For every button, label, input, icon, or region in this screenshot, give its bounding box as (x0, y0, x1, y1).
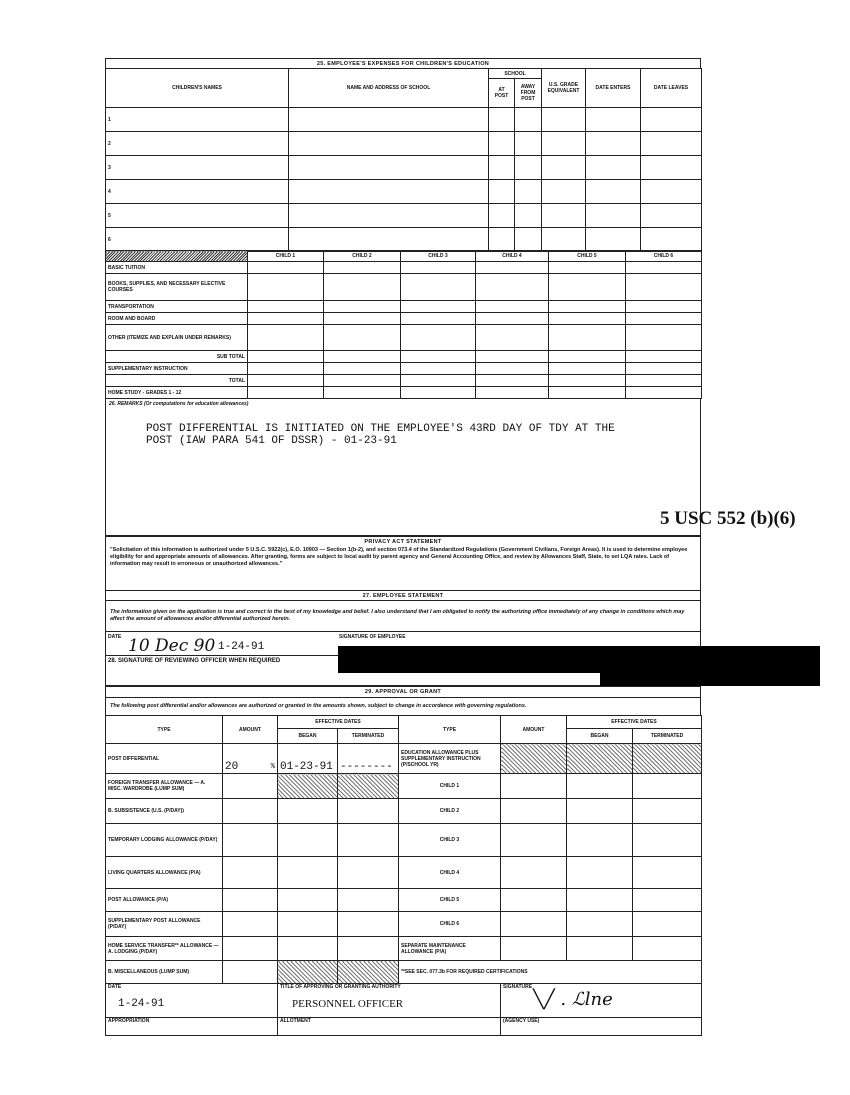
row-number: 3 (106, 156, 289, 180)
allowance-field[interactable] (633, 774, 702, 799)
allowance-row (106, 774, 702, 799)
header-date-leaves: DATE LEAVES (641, 69, 702, 108)
expense-label: BOOKS, SUPPLIES, AND NECESSARY ELECTIVE COURSES (106, 274, 248, 301)
empty-field[interactable] (515, 108, 542, 132)
privacy-text: "Solicitation of this information is authorized under 5 U.S.C. 5922(c), E.O. 10903 — Section 1(b-2), and section 073.4 of the Standardized Regulations (Government Civilians, Foreign Areas). It is used to determine employee eligibility for and appropriate amounts of allowances. After granting, forms are subject to local audit by parent agency and General Accounting Office, and review by Allowances Staff, State, to set LQA rates. Lack of information may result in erroneous or unauthorized allowances." (110, 547, 688, 567)
allowance-field[interactable] (501, 799, 567, 824)
privacy-title: PRIVACY ACT STATEMENT (364, 539, 442, 545)
empty-field[interactable] (489, 228, 515, 252)
header-type: TYPE (106, 716, 223, 744)
expense-amount-field[interactable] (476, 262, 549, 274)
allowance-field[interactable] (501, 889, 567, 912)
header-child: CHILD 1 (248, 251, 324, 262)
expense-amount-field[interactable] (476, 363, 549, 375)
expense-amount-field[interactable] (401, 301, 476, 313)
empty-field[interactable] (489, 180, 515, 204)
empty-field[interactable] (586, 204, 641, 228)
obscured-cell (278, 774, 338, 799)
expense-amount-field[interactable] (248, 325, 324, 351)
expense-amount-field[interactable] (549, 363, 626, 375)
header-amount: AMOUNT (501, 716, 567, 744)
amount-field[interactable] (223, 857, 278, 889)
expense-amount-field[interactable] (476, 325, 549, 351)
expense-amount-field[interactable] (476, 387, 549, 399)
expense-amount-field[interactable] (324, 387, 401, 399)
expense-label: TOTAL (106, 375, 248, 387)
expense-amount-field[interactable] (248, 301, 324, 313)
began-field (278, 912, 338, 937)
section-25-title: 25. EMPLOYEE'S EXPENSES FOR CHILDREN'S EDUCATION (105, 58, 701, 69)
header-effective-dates: EFFECTIVE DATES (278, 716, 399, 729)
allowance-field[interactable] (501, 824, 567, 857)
empty-field[interactable] (515, 156, 542, 180)
signature-label: SIGNATURE (503, 984, 533, 990)
expense-amount-field[interactable] (549, 351, 626, 363)
amount-field[interactable] (223, 824, 278, 857)
expense-amount-field[interactable] (248, 387, 324, 399)
approval-signature-row (106, 984, 702, 1018)
allowance-row (106, 857, 702, 889)
header-type: TYPE (399, 716, 501, 744)
expense-amount-field[interactable] (549, 301, 626, 313)
obscured-cell (633, 744, 702, 774)
allowance-label: LIVING QUARTERS ALLOWANCE (P/A) (106, 857, 223, 889)
row-number: 6 (106, 228, 289, 252)
obscured-cell (338, 774, 399, 799)
expenses-header-hatched (106, 251, 248, 262)
agency-use-label: (AGENCY USE) (501, 1018, 702, 1036)
expense-amount-field[interactable] (324, 325, 401, 351)
certification-note: **SEE SEC. 077.3b FOR REQUIRED CERTIFICATIONS (399, 961, 702, 984)
empty-field[interactable] (289, 228, 489, 252)
allowance-type-label: CHILD 5 (399, 889, 501, 912)
expense-amount-field[interactable] (324, 262, 401, 274)
expense-amount-field[interactable] (401, 313, 476, 325)
allowance-field[interactable] (501, 937, 567, 961)
expense-amount-field[interactable] (549, 325, 626, 351)
allowance-field[interactable] (501, 857, 567, 889)
allowance-label: B. SUBSISTENCE (U.S. (P/DAY)) (106, 799, 223, 824)
header-child: CHILD 5 (549, 251, 626, 262)
allowance-field[interactable] (501, 912, 567, 937)
allowance-row (106, 961, 702, 984)
expense-amount-field[interactable] (626, 325, 702, 351)
child-row (106, 156, 702, 180)
header-school-name: NAME AND ADDRESS OF SCHOOL (289, 69, 489, 108)
empty-field[interactable] (641, 132, 702, 156)
approval-table (105, 715, 702, 1036)
allowance-type-label: CHILD 2 (399, 799, 501, 824)
empty-field[interactable] (586, 132, 641, 156)
allowance-field[interactable] (633, 912, 702, 937)
expense-amount-field[interactable] (248, 262, 324, 274)
appropriation-label: APPROPRIATION (106, 1018, 278, 1036)
empty-field[interactable] (641, 156, 702, 180)
allowance-field[interactable] (567, 799, 633, 824)
date-label: DATE (108, 634, 122, 640)
allowance-label: HOME SERVICE TRANSFER** ALLOWANCE — A. LODGING (P/DAY) (106, 937, 223, 961)
allowance-type-label: CHILD 3 (399, 824, 501, 857)
expense-amount-field[interactable] (324, 351, 401, 363)
amount-field[interactable] (223, 889, 278, 912)
began-field (278, 937, 338, 961)
expense-amount-field[interactable] (324, 301, 401, 313)
expense-amount-field[interactable] (476, 375, 549, 387)
expense-row (106, 375, 702, 387)
expense-amount-field[interactable] (248, 363, 324, 375)
approval-date: 1-24-91 (118, 998, 165, 1010)
expense-amount-field[interactable] (248, 375, 324, 387)
allowance-type-label: CHILD 6 (399, 912, 501, 937)
allowance-label: SUPPLEMENTARY POST ALLOWANCE (P/DAY) (106, 912, 223, 937)
expense-amount-field[interactable] (626, 274, 702, 301)
allowance-row (106, 937, 702, 961)
approval-text: The following post differential and/or allowances are authorized or granted in the amounts shown, subject to change in accordance with governing regulations. (110, 703, 527, 709)
began-field (278, 857, 338, 889)
allowance-field[interactable] (567, 774, 633, 799)
allowance-label: B. MISCELLANEOUS (LUMP SUM) (106, 961, 223, 984)
expense-amount-field[interactable] (549, 375, 626, 387)
child-row (106, 108, 702, 132)
handwritten-signature: ╲╱ . ℒlne (533, 989, 613, 1010)
child-row (106, 180, 702, 204)
expense-row (106, 262, 702, 274)
terminated-field (338, 799, 399, 824)
allowance-row (106, 799, 702, 824)
obscured-cell (278, 961, 338, 984)
child-row (106, 132, 702, 156)
header-amount: AMOUNT (223, 716, 278, 744)
approval-statement-box (105, 697, 701, 716)
empty-field[interactable] (489, 132, 515, 156)
child-row (106, 204, 702, 228)
allowance-type-label: CHILD 4 (399, 857, 501, 889)
approving-title-cell (278, 984, 501, 1018)
header-children-names: CHILDREN'S NAMES (106, 69, 289, 108)
expense-label: SUPPLEMENTARY INSTRUCTION (106, 363, 248, 375)
expense-amount-field[interactable] (549, 387, 626, 399)
percent-unit: % (270, 763, 275, 771)
remarks-label: 26. REMARKS (Or computations for education allowances) (109, 401, 249, 407)
header-child: CHILD 3 (401, 251, 476, 262)
header-away-from-post: AWAY FROM POST (515, 79, 542, 108)
header-terminated: TERMINATED (338, 729, 399, 744)
allowance-label: TEMPORARY LODGING ALLOWANCE (P/DAY) (106, 824, 223, 857)
header-effective-dates: EFFECTIVE DATES (567, 716, 702, 729)
expense-amount-field[interactable] (626, 262, 702, 274)
approval-date-cell (106, 984, 278, 1018)
empty-field[interactable] (586, 108, 641, 132)
expense-amount-field[interactable] (549, 313, 626, 325)
allowance-field[interactable] (567, 889, 633, 912)
empty-field[interactable] (542, 180, 586, 204)
expense-amount-field[interactable] (324, 274, 401, 301)
empty-field[interactable] (515, 180, 542, 204)
row-number: 1 (106, 108, 289, 132)
expense-amount-field[interactable] (248, 274, 324, 301)
amount-field[interactable] (223, 912, 278, 937)
allowance-type-label: CHILD 1 (399, 774, 501, 799)
expense-label: HOME STUDY - GRADES 1 - 12 (106, 387, 248, 399)
expense-amount-field[interactable] (626, 351, 702, 363)
remarks-box (105, 398, 701, 536)
date-label: DATE (108, 984, 122, 990)
row-number: 4 (106, 180, 289, 204)
allowance-field[interactable] (633, 857, 702, 889)
empty-field[interactable] (489, 204, 515, 228)
header-at-post: AT POST (489, 79, 515, 108)
expense-amount-field[interactable] (248, 351, 324, 363)
accounting-row (106, 1018, 702, 1036)
allowance-field[interactable] (567, 912, 633, 937)
obscured-cell (501, 744, 567, 774)
expense-row (106, 351, 702, 363)
expense-label: TRANSPORTATION (106, 301, 248, 313)
expense-row (106, 363, 702, 375)
empty-field[interactable] (515, 204, 542, 228)
header-child: CHILD 2 (324, 251, 401, 262)
allowance-label: FOREIGN TRANSFER ALLOWANCE — A. MISC. WARDROBE (LUMP SUM) (106, 774, 223, 799)
empty-field[interactable] (641, 108, 702, 132)
empty-field[interactable] (641, 204, 702, 228)
allowance-field[interactable] (633, 889, 702, 912)
expense-label: BASIC TUITION (106, 262, 248, 274)
foia-exemption-stamp: 5 USC 552 (b)(6) (660, 508, 796, 529)
empty-field[interactable] (289, 132, 489, 156)
allowance-field[interactable] (633, 824, 702, 857)
empty-field[interactable] (542, 132, 586, 156)
post-differential-label: POST DIFFERENTIAL (106, 744, 223, 774)
empty-field[interactable] (542, 204, 586, 228)
approval-title: 29. APPROVAL OR GRANT (105, 686, 701, 698)
empty-field[interactable] (289, 108, 489, 132)
obscured-cell (567, 744, 633, 774)
expense-amount-field[interactable] (401, 325, 476, 351)
expense-amount-field[interactable] (324, 375, 401, 387)
amount-field[interactable] (223, 937, 278, 961)
expense-amount-field[interactable] (549, 262, 626, 274)
amount-field[interactable] (223, 961, 278, 984)
reviewing-officer-label: 28. SIGNATURE OF REVIEWING OFFICER WHEN REQUIRED (108, 658, 281, 664)
empty-field[interactable] (289, 156, 489, 180)
post-differential-began: 01-23-91 (278, 744, 338, 774)
expense-amount-field[interactable] (626, 375, 702, 387)
expense-label: OTHER (ITEMIZE AND EXPLAIN UNDER REMARKS) (106, 325, 248, 351)
terminated-field (338, 857, 399, 889)
terminated-field (338, 889, 399, 912)
empty-field[interactable] (542, 108, 586, 132)
amount-value: 20 (225, 761, 239, 773)
employee-statement-box (105, 600, 701, 632)
expense-amount-field[interactable] (626, 313, 702, 325)
expense-label: ROOM AND BOARD (106, 313, 248, 325)
empty-field[interactable] (542, 228, 586, 252)
allowance-field[interactable] (567, 824, 633, 857)
remarks-text: POST DIFFERENTIAL IS INITIATED ON THE EMPLOYEE'S 43RD DAY OF TDY AT THE POST (IAW PARA 541 OF DSSR) - 01-23-91 (146, 423, 615, 447)
employee-statement-title: 27. EMPLOYEE STATEMENT (105, 590, 701, 601)
expense-row (106, 325, 702, 351)
expense-row (106, 313, 702, 325)
expenses-header-row (106, 251, 702, 262)
terminated-field (338, 912, 399, 937)
expense-amount-field[interactable] (476, 301, 549, 313)
empty-field[interactable] (641, 228, 702, 252)
expense-amount-field[interactable] (476, 313, 549, 325)
empty-field[interactable] (289, 204, 489, 228)
expense-amount-field[interactable] (324, 313, 401, 325)
post-differential-row (106, 744, 702, 774)
row-number: 5 (106, 204, 289, 228)
expense-row (106, 301, 702, 313)
began-field (278, 824, 338, 857)
header-terminated: TERMINATED (633, 729, 702, 744)
expense-label: SUB TOTAL (106, 351, 248, 363)
expense-amount-field[interactable] (401, 274, 476, 301)
allowance-field[interactable] (633, 799, 702, 824)
empty-field[interactable] (586, 228, 641, 252)
allowance-row (106, 912, 702, 937)
allowance-label: POST ALLOWANCE (P/A) (106, 889, 223, 912)
child-row (106, 228, 702, 252)
expense-amount-field[interactable] (401, 387, 476, 399)
date-handwritten: 10 Dec 90 (128, 636, 216, 656)
education-allowance-label: EDUCATION ALLOWANCE PLUS SUPPLEMENTARY INSTRUCTION (P/SCHOOL YR) (399, 744, 501, 774)
empty-field[interactable] (489, 156, 515, 180)
expense-amount-field[interactable] (401, 375, 476, 387)
empty-field[interactable] (641, 180, 702, 204)
empty-field[interactable] (515, 228, 542, 252)
date-typed: 1-24-91 (218, 641, 265, 653)
expense-amount-field[interactable] (476, 351, 549, 363)
approving-signature-cell (501, 984, 702, 1018)
amount-field[interactable] (223, 799, 278, 824)
expense-amount-field[interactable] (626, 363, 702, 375)
header-began: BEGAN (567, 729, 633, 744)
redaction-block (338, 646, 820, 673)
expense-amount-field[interactable] (401, 262, 476, 274)
expense-amount-field[interactable] (626, 301, 702, 313)
header-began: BEGAN (278, 729, 338, 744)
empty-field[interactable] (542, 156, 586, 180)
expense-amount-field[interactable] (401, 351, 476, 363)
header-child: CHILD 6 (626, 251, 702, 262)
header-child: CHILD 4 (476, 251, 549, 262)
allowance-field[interactable] (567, 857, 633, 889)
amount-field[interactable] (223, 774, 278, 799)
education-expenses-table (105, 250, 702, 399)
began-field (278, 799, 338, 824)
header-school: SCHOOL (489, 69, 542, 79)
privacy-act-box (105, 536, 701, 591)
expense-amount-field[interactable] (401, 363, 476, 375)
terminated-field (338, 937, 399, 961)
post-differential-amount (223, 744, 278, 774)
allowance-type-label: SEPARATE MAINTENANCE ALLOWANCE (P/A) (399, 937, 501, 961)
terminated-field (338, 824, 399, 857)
header-grade: U.S. GRADE EQUIVALENT (542, 69, 586, 108)
children-schools-table (105, 68, 702, 252)
empty-field[interactable] (586, 180, 641, 204)
employee-signature-label: SIGNATURE OF EMPLOYEE (339, 634, 406, 640)
expense-amount-field[interactable] (324, 363, 401, 375)
allowance-field[interactable] (501, 774, 567, 799)
empty-field[interactable] (289, 180, 489, 204)
obscured-cell (338, 961, 399, 984)
empty-field[interactable] (515, 132, 542, 156)
expense-row (106, 387, 702, 399)
allowance-field[interactable] (633, 937, 702, 961)
expense-row (106, 274, 702, 301)
post-differential-terminated: -------- (338, 744, 399, 774)
began-field (278, 889, 338, 912)
expense-amount-field[interactable] (476, 274, 549, 301)
allowance-row (106, 824, 702, 857)
header-date-enters: DATE ENTERS (586, 69, 641, 108)
allowance-row (106, 889, 702, 912)
empty-field[interactable] (489, 108, 515, 132)
expense-amount-field[interactable] (248, 313, 324, 325)
approving-title: PERSONNEL OFFICER (292, 998, 404, 1010)
allowance-field[interactable] (567, 937, 633, 961)
approving-title-label: TITLE OF APPROVING OR GRANTING AUTHORITY (280, 984, 401, 990)
expense-amount-field[interactable] (626, 387, 702, 399)
redaction-block (600, 672, 820, 686)
empty-field[interactable] (586, 156, 641, 180)
employee-statement-text: The information given on the application is true and correct to the best of my knowledge and belief. I also understand that I am obligated to notify the authorizing office immediately of any change in conditions which may affect the amount of allowances and/or differential authorized herein. (110, 609, 685, 622)
expense-amount-field[interactable] (549, 274, 626, 301)
row-number: 2 (106, 132, 289, 156)
allotment-label: ALLOTMENT (278, 1018, 501, 1036)
